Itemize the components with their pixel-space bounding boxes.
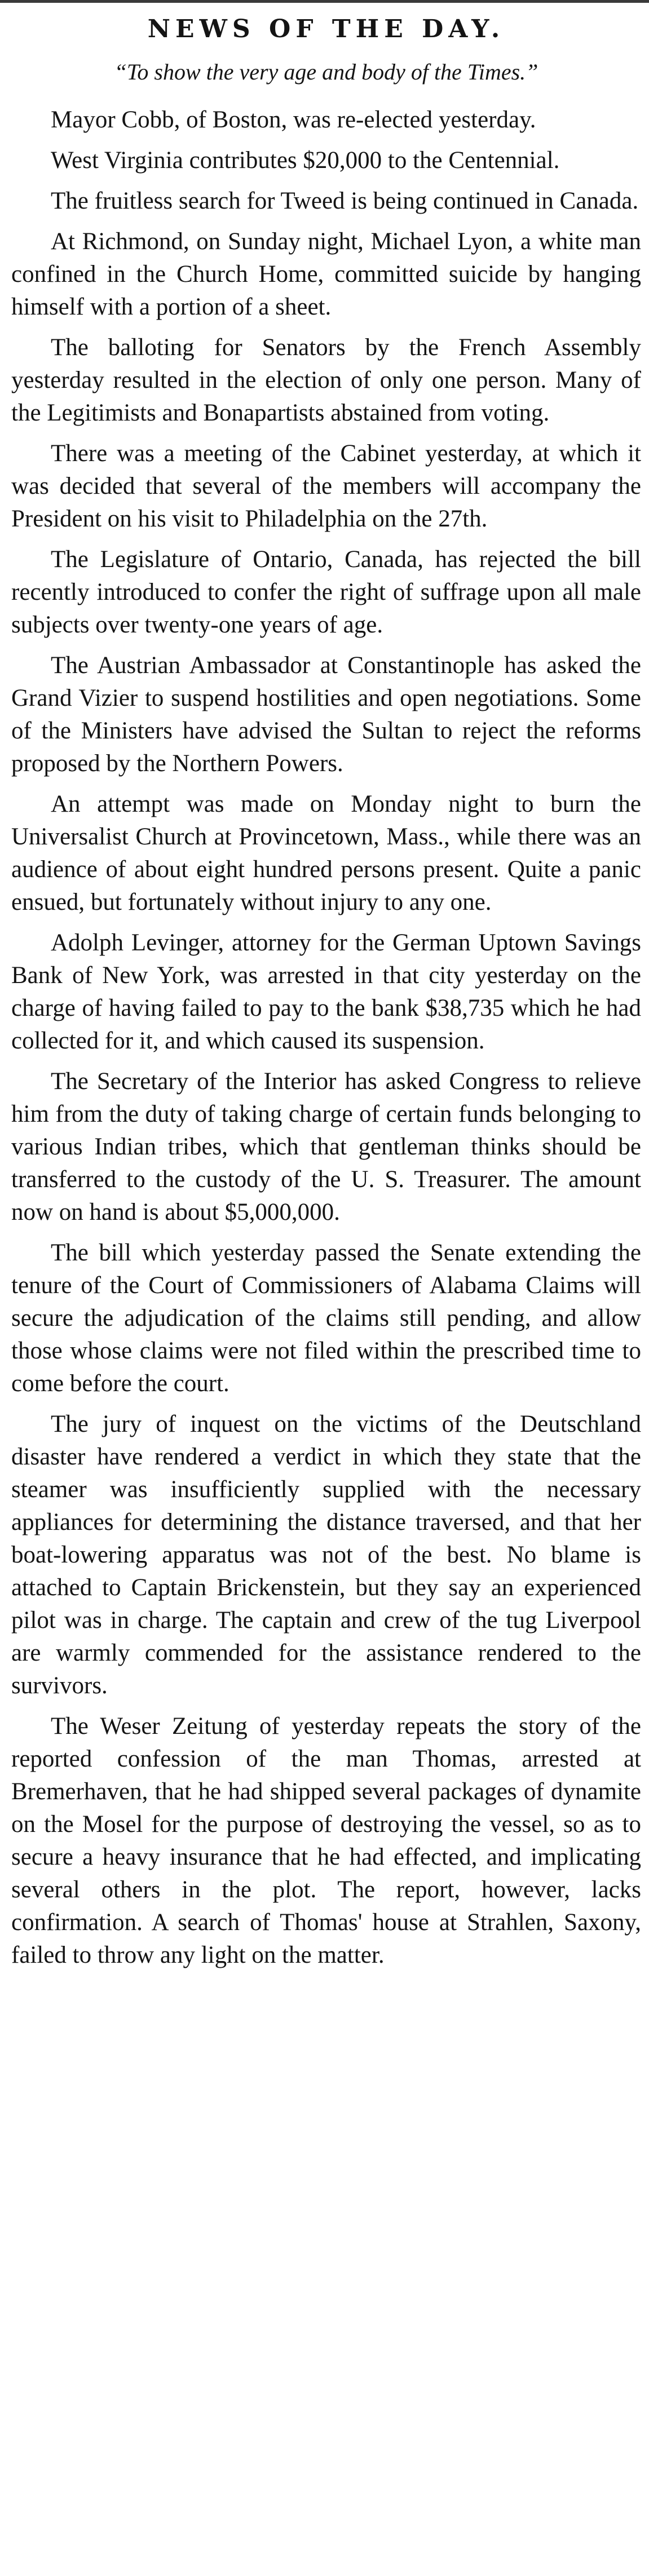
news-item: There was a meeting of the Cabinet yesterday, at which it was decided that several of the members will accompany the President on his visit to Philadelphia on the 27th. bbox=[11, 440, 641, 532]
news-item: The balloting for Senators by the French Assembly yesterday resulted in the election of only one person. Many of the Legitimists and Bonapartists abstained from voting. bbox=[11, 334, 641, 426]
column-heading: NEWS OF THE DAY. bbox=[147, 15, 505, 43]
news-item: The Austrian Ambassador at Constantinople has asked the Grand Vizier to suspend hostilities and open negotiations. Some of the Ministers have advised the Sultan to reject the reforms proposed by the Northern Powers. bbox=[11, 652, 641, 777]
news-item: Mayor Cobb, of Boston, was re-elected yesterday. bbox=[51, 107, 536, 133]
top-rule bbox=[0, 0, 649, 3]
column-motto: “To show the very age and body of the Times.” bbox=[114, 59, 538, 85]
news-item: West Virginia contributes $20,000 to the Centennial. bbox=[51, 147, 560, 174]
news-item: The fruitless search for Tweed is being continued in Canada. bbox=[51, 188, 639, 214]
news-item: The bill which yesterday passed the Senate extending the tenure of the Court of Commissioners of Alabama Claims will secure the adjudication of the claims still pending, and allow those whose claims were not filed within the prescribed time to come before the court. bbox=[11, 1240, 641, 1397]
news-item: The Secretary of the Interior has asked Congress to relieve him from the duty of taking charge of certain funds belonging to various Indian tribes, which that gentleman thinks should be transferred to the custody of the U. S. Treasurer. The amount now on hand is about $5,000,000. bbox=[11, 1068, 641, 1225]
news-item: The Legislature of Ontario, Canada, has rejected the bill recently introduced to confer the right of suffrage upon all male subjects over twenty-one years of age. bbox=[11, 546, 641, 638]
news-item: An attempt was made on Monday night to burn the Universalist Church at Provincetown, Mass., while there was an audience of about eight hundred persons present. Quite a panic ensued, but fortunately without injury to any one. bbox=[11, 791, 641, 915]
news-item: The jury of inquest on the victims of the Deutschland disaster have rendered a verdict in which they state that the steamer was insufficiently supplied with the necessary appliances for determining the distance traversed, and that her boat-lowering apparatus was not of the best. No blame is attached to Captain Brickenstein, but they say an experienced pilot was in charge. The captain and crew of the tug Liverpool are warmly commended for the assistance rendered to the survivors. bbox=[11, 1411, 641, 1699]
news-item: At Richmond, on Sunday night, Michael Lyon, a white man confined in the Church Home, committed suicide by hanging himself with a portion of a sheet. bbox=[11, 228, 641, 320]
news-item: The Weser Zeitung of yesterday repeats the story of the reported confession of the man Thomas, arrested at Bremerhaven, that he had shipped several packages of dynamite on the Mosel for the purpose of destroying the vessel, so as to secure a heavy insurance that he had effected, and implicating several others in the plot. The report, however, lacks confirmation. A search of Thomas' house at Strahlen, Saxony, failed to throw any light on the matter. bbox=[11, 1713, 641, 1968]
news-item: Adolph Levinger, attorney for the German Uptown Savings Bank of New York, was arrested in that city yesterday on the charge of having failed to pay to the bank $38,735 which he had collected for it, and which caused its suspension. bbox=[11, 930, 641, 1054]
news-items bbox=[11, 104, 641, 1972]
